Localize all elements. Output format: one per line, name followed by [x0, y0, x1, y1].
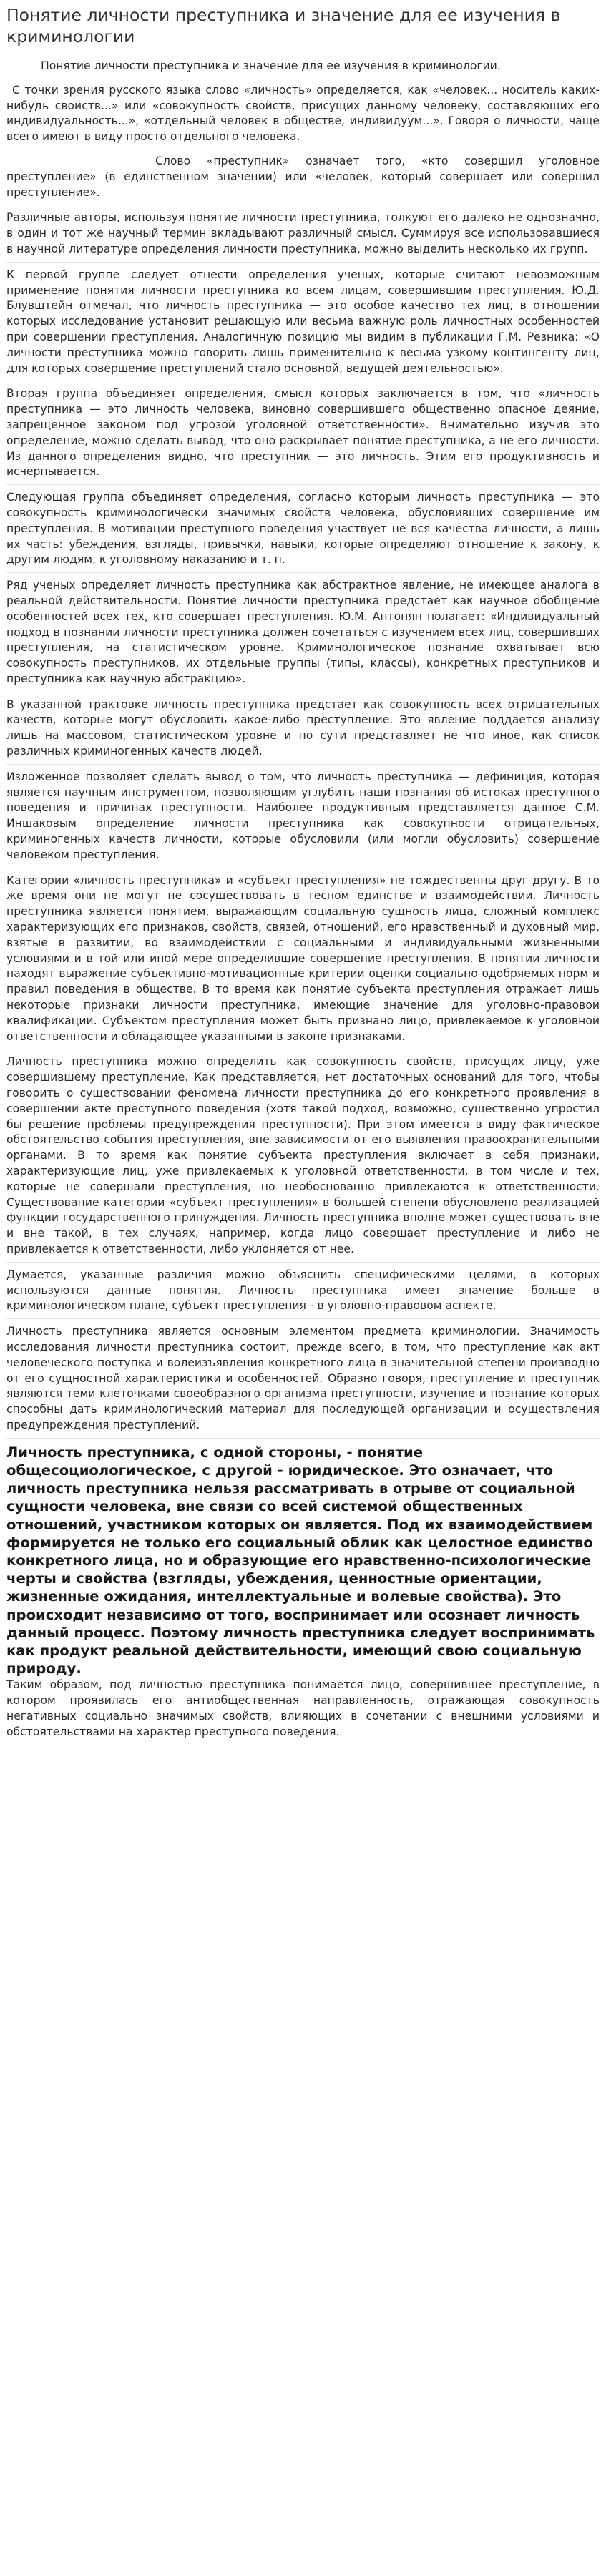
paragraph-divider [6, 484, 600, 485]
page-title: Понятие личности преступника и значение для ее изучения в криминологии [6, 5, 561, 46]
paragraph-properties: Личность преступника можно определить как совокупность свойств, присущих лицу, уже совершившему преступление. Как представляется, нет достаточных оснований для того, чтобы говорить о существовании феномена личности преступника до его конкретного проявления в совершении акте преступного поведения (хотя такой подход, возможно, существенно упростил бы решение проблемы предупреждения преступности). При этом имеется в виду фактическое обстоятельство события преступления, вне зависимости от его выявления правоохранительными органами. В то время как понятие субъекта преступления включает в себя признаки, характеризующие лиц, уже привлекаемых к уголовной ответственности, в том числе и тех, которые не совершали преступления, но необоснованно привлекаются к ответственности. Существование категории «субъект преступления» в большей степени обусловлено реализацией функции государственного принуждения. Личность преступника вполне может существовать вне и вне такой, в тех случаях, например, когда лицо совершает преступление и либо не привлекается к ответственности, либо уклоняется от нее. [6, 1055, 600, 1255]
closing-paragraph: Таким образом, под личностью преступника понимается лицо, совершившее преступление, в котором проявилась его антиобщественная направленность, отражающая совокупность негативных социально значимых свойств, влияющих в сочетании с внешними условиями и обстоятельствами на характер преступного поведения. [6, 1678, 600, 1738]
paragraph-first-group: К первой группе следует отнести определения ученых, которые считают невозможным применение понятия личности преступника ко всем лицам, совершившим преступления. Ю.Д. Блувштейн отмечал, что личность преступника — это особое качество тех лиц, в отношении которых исследование установит решающую или весьма важную роль личностных особенностей при совершении преступления. Аналогичную позицию мы видим в публикации Г.М. Резника: «О личности преступника можно говорить лишь применительно к весьма узкому контингенту лиц, для которых совершение преступлений стало основной, ведущей деятельностью». [6, 268, 600, 375]
paragraph-abstract: Ряд ученых определяет личность преступника как абстрактное явление, не имеющее аналога в реальной действительности. Понятие личности преступника предстает как научное обобщение особенностей всех тех, кто совершает преступления. Ю.М. Антонян полагает: «Индивидуальный подход в познании личности преступника должен сочетаться с изучением всех лиц, совершивших преступления, на статистическом уровне. Криминологическое познание охватывает всю совокупность преступников, их отдельные группы (типы, классы), конкретных преступников и преступника как научную абстракцию». [6, 579, 600, 685]
intro-paragraph: Понятие личности преступника и значение для ее изучения в криминологии. [41, 59, 501, 72]
paragraph-categories: Категории «личность преступника» и «субъект преступления» не тождественны друг другу. В то же время они не могут не сосуществовать в тесном единстве и взаимодействии. Личность преступника является понятием, выражающим социальную сущность лица, сложный комплекс характеризующих его признаков, свойств, связей, отношений, его нравственный и духовный мир, взятые в развитии, во взаимодействии с социальными и индивидуальными жизненными условиями и в той или иной мере определившие совершение преступления. В понятии личности находят выражение субъективно-мотивационные критерии оценки социально одобряемых норм и правил поведения в обществе. В то время как понятие субъекта преступления отражает лишь некоторые признаки личности преступника, имеющие значение для уголовно-правовой квалификации. Субъектом преступления может быть признано лицо, привлекаемое к уголовной ответственности и обладающее указанными в законе признаками. [6, 873, 600, 1043]
paragraph-significance: Личность преступника является основным элементом предмета криминологии. Значимость исследования личности преступника состоит, прежде всего, в том, что преступление как акт человеческого поступка и волеизъявления конкретного лица в значительной степени производно от его сущностной характеристики и особенностей. Образно говоря, преступление и преступник являются теми клеточками своеобразного организма преступности, изучение и познание которых способны дать криминологический материал для последующей организации и осуществления предупреждения преступлений. [6, 1325, 600, 1431]
paragraph-authors: Различные авторы, используя понятие личности преступника, толкуют его далеко не однозначно, в один и тот же научный термин вкладывают различный смысл. Суммируя все использовавшиеся в научной литературе определения личности преступника, можно выделить несколько их групп. [6, 211, 600, 255]
paragraph-divider [6, 1262, 600, 1263]
spacer [6, 74, 600, 83]
paragraph-second-group: Вторая группа объединяет определения, смысл которых заключается в том, что «личность преступника — это личность человека, виновно совершившего общественно опасное деяние, запрещенное законом под угрозой уголовной ответственности». Внимательно изучив это определение, можно сделать вывод, что оно раскрывает понятие преступника, а не его личности. Из данного определения видно, что преступник — это личность. Этим его продуктивность и исчерпывается. [6, 387, 600, 479]
paragraph-next-group: Следующая группа объединяет определения, согласно которым личность преступника — это совокупность криминологически значимых свойств человека, обусловивших совершение им преступления. В мотивации преступного поведения участвует не вся качества личности, а лишь их часть: убеждения, взгляды, привычки, навыки, которые определяют отношение к закону, к другим людям, к уголовному наказанию и т. п. [6, 491, 600, 567]
bold-paragraph: Личность преступника, с одной стороны, - понятие общесоциологическое, с другой - юридическое. Это означает, что личность преступника нельзя рассматривать в отрыве от социальной сущности человека, вне связи со всей системой общественных отношений, участником которых он является. Под их взаимодействием формируется не только его социальный облик как целостное единство конкретного лица, но и образующие его нравственно-психологические черты и свойства (взгляды, убеждения, ценностные ориентации, жизненные ожидания, интеллектуальные и волевые свойства). Это происходит независимо от того, воспринимает или осознает личность данный процесс. Поэтому личность преступника следует воспринимать как продукт реальной действительности, имеющий свою социальную природу. [6, 1444, 595, 1678]
paragraph-divider [6, 262, 600, 263]
paragraph-interpretation: В указанной трактовке личность преступника предстает как совокупность всех отрицательных качеств, которые могут обусловить какое-либо преступление. Это явление поддается анализу лишь на массовом, статистическом уровне и по сути представляет не что иное, как список различных криминогенных качеств людей. [6, 697, 600, 758]
spacer [6, 145, 600, 154]
paragraph-divider [6, 1438, 600, 1439]
paragraph-conclusion-definition: Изложенное позволяет сделать вывод о том, что личность преступника — дефиниция, которая является научным инструментом, позволяющим углубить наши познания об истоках преступного поведения и причинах преступности. Наиболее продуктивным представляется данное С.М. Иншаковым определение личности преступника как совокупности отрицательных, криминогенных качеств личности, которые обусловили (или могли обусловить) совершение человеком преступления. [6, 770, 600, 861]
paragraph-divider [6, 1318, 600, 1319]
paragraph-divider [6, 764, 600, 765]
paragraph-definition-word: С точки зрения русского языка слово «личность» определяется, как «человек... носитель каких-нибудь свойств...» или «совокупность свойств, присущих данному человеку, составляющих его индивидуальность...», «отдельный человек в обществе, индивидуум...». Говоря о личности, чаще всего имеют в виду просто отдельного человека. [6, 83, 600, 144]
paragraph-divider [6, 572, 600, 573]
paragraph-differences: Думается, указанные различия можно объяснить специфическими целями, в которых используются данные понятия. Личность преступника имеет значение больше в криминологическом плане, субъект преступления - в уголовно-правовом аспекте. [6, 1268, 600, 1313]
paragraph-definition-criminal: Слово «преступник» означает того, «кто совершил уголовное преступление» (в единственном значении) или «человек, который совершает или совершил преступление». [6, 154, 600, 199]
